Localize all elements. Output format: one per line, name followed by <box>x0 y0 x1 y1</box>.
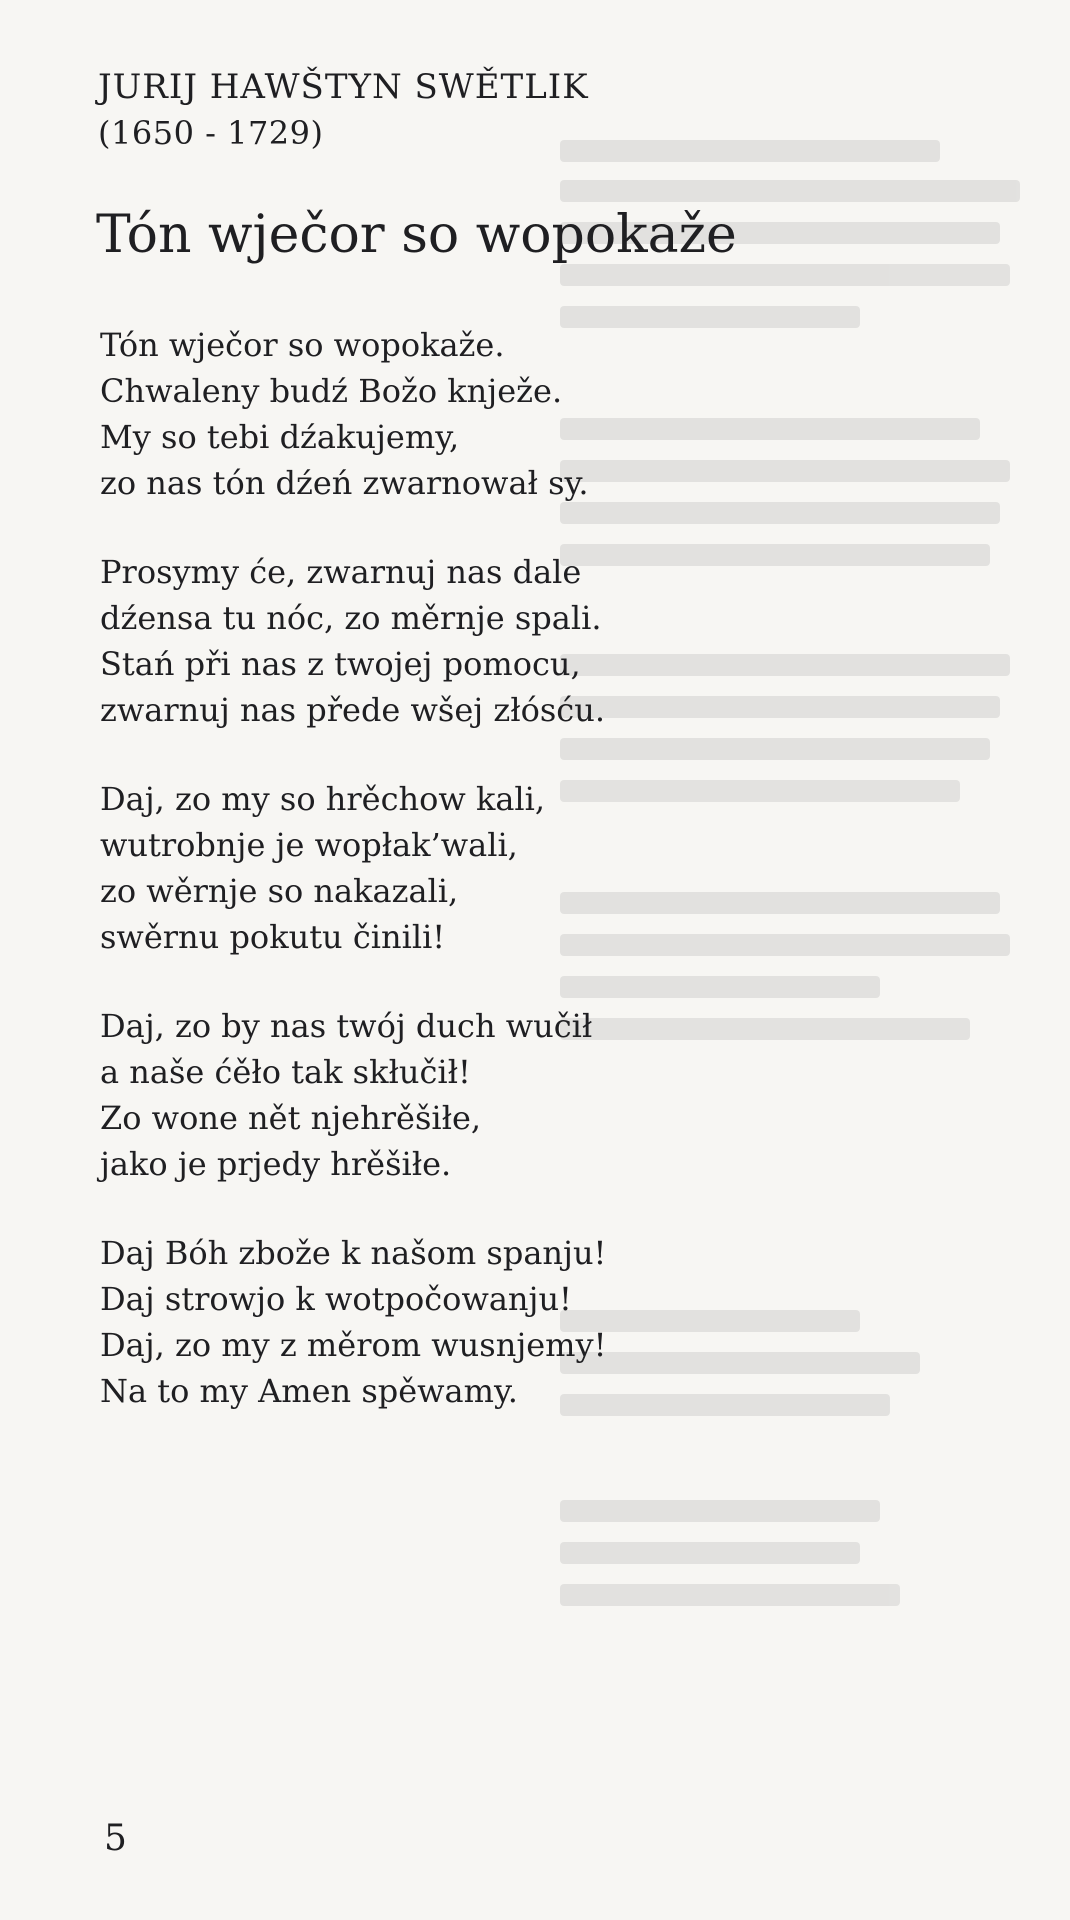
stanza <box>100 776 820 960</box>
poem-line: dźensa tu nóc, zo měrnje spali. <box>100 599 602 637</box>
poem-line: zwarnuj nas předе wšej złósću. <box>100 691 605 729</box>
poem-line: Na to my Amen spěwamy. <box>100 1372 518 1410</box>
poem-line: Chwaleny budź Božo knježe. <box>100 372 563 410</box>
poem-line: Daj, zo by nas twój duch wučił <box>100 1007 593 1045</box>
poem-line: zo wěrnje so nakazali, <box>100 872 459 910</box>
poem-line: zo nas tón dźeń zwarnował sy. <box>100 464 589 502</box>
poem-line: Stań při nas z twojej pomocu, <box>100 645 581 683</box>
poem-line: a naše ćěło tak skłučił! <box>100 1053 471 1091</box>
poem-line: wutrobnje je wopłak’wali, <box>100 826 518 864</box>
poem-line: Prosymy će, zwarnuj nas dale <box>100 553 582 591</box>
poem-line: Daj, zo my z měrom wusnjemy! <box>100 1326 607 1364</box>
poem-line: jako je prjedy hrěšiłe. <box>100 1145 452 1183</box>
stanza <box>100 322 820 506</box>
poem-line: My so tebi dźakujemy, <box>100 418 460 456</box>
author-dates: (1650 - 1729) <box>98 114 324 152</box>
poem-line: swěrnu pokutu činili! <box>100 918 446 956</box>
poem-line: Zo wone nět njehrěšiłe, <box>100 1099 482 1137</box>
stanza <box>100 549 820 733</box>
author-name: JURIJ HAWŠTYN SWĚTLIK <box>98 67 589 107</box>
poem-line: Daj Bóh zbože k našom spanju! <box>100 1234 607 1272</box>
page-number: 5 <box>104 1818 127 1859</box>
poem-title: Tón wječor so wopokaže <box>96 205 737 265</box>
poem-body <box>100 322 820 1457</box>
poem-line: Tón wječor so wopokaže. <box>100 326 505 364</box>
stanza <box>100 1230 820 1414</box>
stanza <box>100 1003 820 1187</box>
author-heading <box>98 64 589 156</box>
poem-line: Daj, zo my so hrěchow kali, <box>100 780 546 818</box>
poem-line: Daj strowjo k wotpočowanju! <box>100 1280 572 1318</box>
